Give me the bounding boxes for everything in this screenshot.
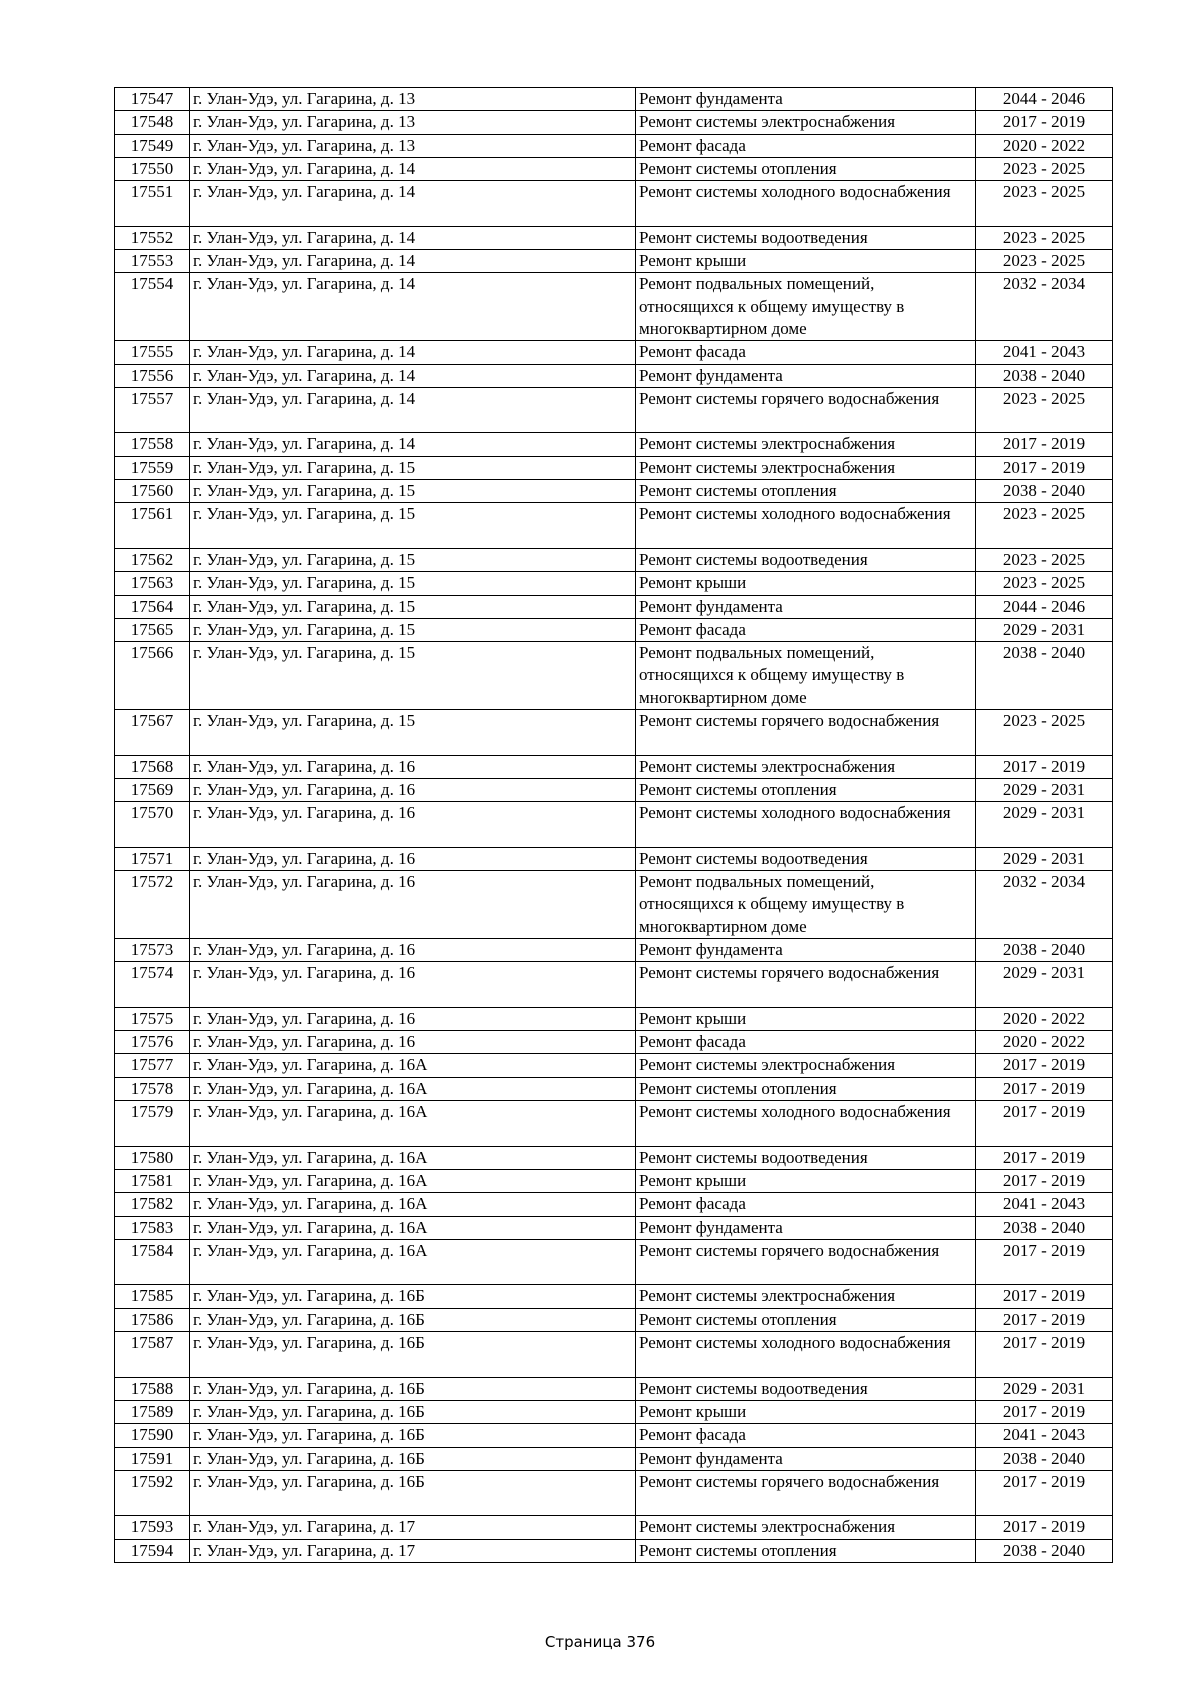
row-number-cell: 17568 (115, 755, 190, 778)
row-number-cell: 17553 (115, 250, 190, 273)
period-cell: 2017 - 2019 (976, 755, 1113, 778)
work-type-cell: Ремонт системы электроснабжения (636, 1285, 976, 1308)
address-cell: г. Улан-Удэ, ул. Гагарина, д. 14 (190, 226, 636, 249)
address-cell: г. Улан-Удэ, ул. Гагарина, д. 16А (190, 1101, 636, 1147)
row-number-cell: 17582 (115, 1193, 190, 1216)
row-number-cell: 17558 (115, 433, 190, 456)
row-number-cell: 17561 (115, 503, 190, 549)
period-cell: 2041 - 2043 (976, 341, 1113, 364)
table-row (115, 1007, 1113, 1030)
row-number-cell: 17552 (115, 226, 190, 249)
period-cell: 2017 - 2019 (976, 1285, 1113, 1308)
address-cell: г. Улан-Удэ, ул. Гагарина, д. 16Б (190, 1424, 636, 1447)
period-cell: 2023 - 2025 (976, 157, 1113, 180)
work-type-cell: Ремонт системы водоотведения (636, 1146, 976, 1169)
table-row (115, 273, 1113, 341)
address-cell: г. Улан-Удэ, ул. Гагарина, д. 17 (190, 1539, 636, 1562)
period-cell: 2023 - 2025 (976, 548, 1113, 571)
work-type-cell: Ремонт фундамента (636, 595, 976, 618)
table-row (115, 1424, 1113, 1447)
work-type-cell: Ремонт системы горячего водоснабжения (636, 962, 976, 1008)
address-cell: г. Улан-Удэ, ул. Гагарина, д. 16А (190, 1077, 636, 1100)
table-row (115, 480, 1113, 503)
address-cell: г. Улан-Удэ, ул. Гагарина, д. 14 (190, 387, 636, 433)
address-cell: г. Улан-Удэ, ул. Гагарина, д. 15 (190, 595, 636, 618)
table-row (115, 847, 1113, 870)
table-row (115, 710, 1113, 756)
work-type-cell: Ремонт крыши (636, 250, 976, 273)
period-cell: 2017 - 2019 (976, 1470, 1113, 1516)
row-number-cell: 17549 (115, 134, 190, 157)
period-cell: 2038 - 2040 (976, 1447, 1113, 1470)
address-cell: г. Улан-Удэ, ул. Гагарина, д. 15 (190, 642, 636, 710)
work-type-cell: Ремонт системы отопления (636, 1077, 976, 1100)
period-cell: 2038 - 2040 (976, 938, 1113, 961)
address-cell: г. Улан-Удэ, ул. Гагарина, д. 16Б (190, 1332, 636, 1378)
row-number-cell: 17567 (115, 710, 190, 756)
row-number-cell: 17564 (115, 595, 190, 618)
address-cell: г. Улан-Удэ, ул. Гагарина, д. 14 (190, 250, 636, 273)
row-number-cell: 17575 (115, 1007, 190, 1030)
work-type-cell: Ремонт фасада (636, 1193, 976, 1216)
address-cell: г. Улан-Удэ, ул. Гагарина, д. 16А (190, 1239, 636, 1285)
address-cell: г. Улан-Удэ, ул. Гагарина, д. 16 (190, 802, 636, 848)
table-row (115, 1101, 1113, 1147)
table-row (115, 1516, 1113, 1539)
row-number-cell: 17570 (115, 802, 190, 848)
table-row (115, 1054, 1113, 1077)
table-row (115, 226, 1113, 249)
address-cell: г. Улан-Удэ, ул. Гагарина, д. 14 (190, 157, 636, 180)
row-number-cell: 17584 (115, 1239, 190, 1285)
row-number-cell: 17573 (115, 938, 190, 961)
work-type-cell: Ремонт системы горячего водоснабжения (636, 1470, 976, 1516)
row-number-cell: 17577 (115, 1054, 190, 1077)
table-row (115, 1077, 1113, 1100)
period-cell: 2032 - 2034 (976, 871, 1113, 939)
address-cell: г. Улан-Удэ, ул. Гагарина, д. 16А (190, 1146, 636, 1169)
table-row (115, 157, 1113, 180)
table-row (115, 755, 1113, 778)
work-type-cell: Ремонт крыши (636, 1169, 976, 1192)
row-number-cell: 17589 (115, 1400, 190, 1423)
work-type-cell: Ремонт системы горячего водоснабжения (636, 710, 976, 756)
period-cell: 2023 - 2025 (976, 250, 1113, 273)
address-cell: г. Улан-Удэ, ул. Гагарина, д. 16 (190, 778, 636, 801)
row-number-cell: 17547 (115, 88, 190, 111)
work-type-cell: Ремонт фундамента (636, 1447, 976, 1470)
table-row (115, 1377, 1113, 1400)
address-cell: г. Улан-Удэ, ул. Гагарина, д. 16А (190, 1193, 636, 1216)
work-type-cell: Ремонт системы отопления (636, 778, 976, 801)
period-cell: 2038 - 2040 (976, 480, 1113, 503)
table-row (115, 871, 1113, 939)
row-number-cell: 17588 (115, 1377, 190, 1400)
table-row (115, 1193, 1113, 1216)
address-cell: г. Улан-Удэ, ул. Гагарина, д. 15 (190, 618, 636, 641)
address-cell: г. Улан-Удэ, ул. Гагарина, д. 15 (190, 503, 636, 549)
period-cell: 2029 - 2031 (976, 802, 1113, 848)
work-type-cell: Ремонт системы отопления (636, 1308, 976, 1331)
table-row (115, 938, 1113, 961)
period-cell: 2038 - 2040 (976, 364, 1113, 387)
row-number-cell: 17580 (115, 1146, 190, 1169)
row-number-cell: 17566 (115, 642, 190, 710)
address-cell: г. Улан-Удэ, ул. Гагарина, д. 16 (190, 847, 636, 870)
address-cell: г. Улан-Удэ, ул. Гагарина, д. 14 (190, 341, 636, 364)
period-cell: 2029 - 2031 (976, 847, 1113, 870)
row-number-cell: 17574 (115, 962, 190, 1008)
period-cell: 2041 - 2043 (976, 1193, 1113, 1216)
work-type-cell: Ремонт фундамента (636, 88, 976, 111)
work-type-cell: Ремонт системы горячего водоснабжения (636, 387, 976, 433)
row-number-cell: 17585 (115, 1285, 190, 1308)
table-row (115, 1169, 1113, 1192)
row-number-cell: 17560 (115, 480, 190, 503)
work-type-cell: Ремонт системы электроснабжения (636, 1516, 976, 1539)
work-type-cell: Ремонт системы холодного водоснабжения (636, 802, 976, 848)
address-cell: г. Улан-Удэ, ул. Гагарина, д. 14 (190, 364, 636, 387)
period-cell: 2020 - 2022 (976, 1007, 1113, 1030)
address-cell: г. Улан-Удэ, ул. Гагарина, д. 16Б (190, 1308, 636, 1331)
period-cell: 2017 - 2019 (976, 1146, 1113, 1169)
address-cell: г. Улан-Удэ, ул. Гагарина, д. 14 (190, 433, 636, 456)
address-cell: г. Улан-Удэ, ул. Гагарина, д. 16А (190, 1169, 636, 1192)
period-cell: 2038 - 2040 (976, 1539, 1113, 1562)
table-row (115, 134, 1113, 157)
work-type-cell: Ремонт системы электроснабжения (636, 433, 976, 456)
period-cell: 2023 - 2025 (976, 226, 1113, 249)
table-row (115, 456, 1113, 479)
work-type-cell: Ремонт подвальных помещений, относящихся к общему имуществу в многоквартирном доме (636, 642, 976, 710)
row-number-cell: 17593 (115, 1516, 190, 1539)
row-number-cell: 17556 (115, 364, 190, 387)
row-number-cell: 17562 (115, 548, 190, 571)
period-cell: 2023 - 2025 (976, 572, 1113, 595)
period-cell: 2017 - 2019 (976, 1332, 1113, 1378)
work-type-cell: Ремонт системы холодного водоснабжения (636, 181, 976, 227)
work-type-cell: Ремонт крыши (636, 1400, 976, 1423)
table-row (115, 548, 1113, 571)
period-cell: 2023 - 2025 (976, 503, 1113, 549)
period-cell: 2041 - 2043 (976, 1424, 1113, 1447)
work-type-cell: Ремонт фундамента (636, 1216, 976, 1239)
table-row (115, 1470, 1113, 1516)
table-row (115, 1332, 1113, 1378)
address-cell: г. Улан-Удэ, ул. Гагарина, д. 16Б (190, 1470, 636, 1516)
table-row (115, 618, 1113, 641)
work-type-cell: Ремонт системы водоотведения (636, 548, 976, 571)
work-type-cell: Ремонт фасада (636, 341, 976, 364)
work-type-cell: Ремонт фундамента (636, 364, 976, 387)
work-type-cell: Ремонт системы холодного водоснабжения (636, 1101, 976, 1147)
table-row (115, 1031, 1113, 1054)
row-number-cell: 17579 (115, 1101, 190, 1147)
address-cell: г. Улан-Удэ, ул. Гагарина, д. 16А (190, 1054, 636, 1077)
period-cell: 2023 - 2025 (976, 710, 1113, 756)
address-cell: г. Улан-Удэ, ул. Гагарина, д. 13 (190, 134, 636, 157)
repair-schedule-table (114, 87, 1113, 1563)
work-type-cell: Ремонт системы электроснабжения (636, 1054, 976, 1077)
period-cell: 2017 - 2019 (976, 433, 1113, 456)
row-number-cell: 17578 (115, 1077, 190, 1100)
table-row (115, 1447, 1113, 1470)
address-cell: г. Улан-Удэ, ул. Гагарина, д. 15 (190, 710, 636, 756)
work-type-cell: Ремонт системы холодного водоснабжения (636, 1332, 976, 1378)
row-number-cell: 17591 (115, 1447, 190, 1470)
work-type-cell: Ремонт системы водоотведения (636, 1377, 976, 1400)
work-type-cell: Ремонт системы холодного водоснабжения (636, 503, 976, 549)
row-number-cell: 17594 (115, 1539, 190, 1562)
period-cell: 2023 - 2025 (976, 181, 1113, 227)
row-number-cell: 17563 (115, 572, 190, 595)
table-row (115, 364, 1113, 387)
period-cell: 2032 - 2034 (976, 273, 1113, 341)
table-row (115, 642, 1113, 710)
row-number-cell: 17581 (115, 1169, 190, 1192)
work-type-cell: Ремонт фасада (636, 618, 976, 641)
table-row (115, 341, 1113, 364)
table-row (115, 181, 1113, 227)
period-cell: 2023 - 2025 (976, 387, 1113, 433)
row-number-cell: 17592 (115, 1470, 190, 1516)
work-type-cell: Ремонт системы электроснабжения (636, 755, 976, 778)
address-cell: г. Улан-Удэ, ул. Гагарина, д. 16Б (190, 1285, 636, 1308)
row-number-cell: 17572 (115, 871, 190, 939)
address-cell: г. Улан-Удэ, ул. Гагарина, д. 16 (190, 1007, 636, 1030)
table-row (115, 962, 1113, 1008)
work-type-cell: Ремонт подвальных помещений, относящихся к общему имуществу в многоквартирном доме (636, 871, 976, 939)
address-cell: г. Улан-Удэ, ул. Гагарина, д. 15 (190, 548, 636, 571)
period-cell: 2017 - 2019 (976, 1169, 1113, 1192)
table-row (115, 1308, 1113, 1331)
address-cell: г. Улан-Удэ, ул. Гагарина, д. 14 (190, 181, 636, 227)
period-cell: 2017 - 2019 (976, 456, 1113, 479)
address-cell: г. Улан-Удэ, ул. Гагарина, д. 17 (190, 1516, 636, 1539)
period-cell: 2029 - 2031 (976, 1377, 1113, 1400)
work-type-cell: Ремонт системы водоотведения (636, 847, 976, 870)
work-type-cell: Ремонт системы отопления (636, 157, 976, 180)
address-cell: г. Улан-Удэ, ул. Гагарина, д. 13 (190, 111, 636, 134)
period-cell: 2020 - 2022 (976, 1031, 1113, 1054)
work-type-cell: Ремонт системы электроснабжения (636, 111, 976, 134)
table-body (115, 88, 1113, 1563)
period-cell: 2017 - 2019 (976, 1239, 1113, 1285)
period-cell: 2017 - 2019 (976, 1516, 1113, 1539)
address-cell: г. Улан-Удэ, ул. Гагарина, д. 15 (190, 456, 636, 479)
row-number-cell: 17576 (115, 1031, 190, 1054)
table-row (115, 1400, 1113, 1423)
period-cell: 2017 - 2019 (976, 1054, 1113, 1077)
row-number-cell: 17548 (115, 111, 190, 134)
work-type-cell: Ремонт системы электроснабжения (636, 456, 976, 479)
page-number: Страница 376 (544, 1633, 656, 1651)
table-row (115, 1239, 1113, 1285)
work-type-cell: Ремонт системы горячего водоснабжения (636, 1239, 976, 1285)
address-cell: г. Улан-Удэ, ул. Гагарина, д. 16 (190, 962, 636, 1008)
row-number-cell: 17551 (115, 181, 190, 227)
table-row (115, 1146, 1113, 1169)
work-type-cell: Ремонт фасада (636, 134, 976, 157)
address-cell: г. Улан-Удэ, ул. Гагарина, д. 16Б (190, 1400, 636, 1423)
table-row (115, 387, 1113, 433)
work-type-cell: Ремонт фундамента (636, 938, 976, 961)
address-cell: г. Улан-Удэ, ул. Гагарина, д. 16 (190, 871, 636, 939)
work-type-cell: Ремонт крыши (636, 572, 976, 595)
period-cell: 2017 - 2019 (976, 111, 1113, 134)
table-row (115, 1539, 1113, 1562)
table-row (115, 572, 1113, 595)
address-cell: г. Улан-Удэ, ул. Гагарина, д. 15 (190, 572, 636, 595)
row-number-cell: 17565 (115, 618, 190, 641)
period-cell: 2017 - 2019 (976, 1077, 1113, 1100)
work-type-cell: Ремонт системы отопления (636, 1539, 976, 1562)
period-cell: 2020 - 2022 (976, 134, 1113, 157)
period-cell: 2044 - 2046 (976, 88, 1113, 111)
table-row (115, 1285, 1113, 1308)
table-row (115, 595, 1113, 618)
address-cell: г. Улан-Удэ, ул. Гагарина, д. 16 (190, 1031, 636, 1054)
work-type-cell: Ремонт системы отопления (636, 480, 976, 503)
table-row (115, 433, 1113, 456)
address-cell: г. Улан-Удэ, ул. Гагарина, д. 16 (190, 938, 636, 961)
row-number-cell: 17583 (115, 1216, 190, 1239)
period-cell: 2029 - 2031 (976, 962, 1113, 1008)
table-row (115, 111, 1113, 134)
work-type-cell: Ремонт подвальных помещений, относящихся к общему имуществу в многоквартирном доме (636, 273, 976, 341)
work-type-cell: Ремонт системы водоотведения (636, 226, 976, 249)
row-number-cell: 17587 (115, 1332, 190, 1378)
table-row (115, 802, 1113, 848)
address-cell: г. Улан-Удэ, ул. Гагарина, д. 15 (190, 480, 636, 503)
row-number-cell: 17569 (115, 778, 190, 801)
row-number-cell: 17550 (115, 157, 190, 180)
period-cell: 2017 - 2019 (976, 1101, 1113, 1147)
table-row (115, 1216, 1113, 1239)
row-number-cell: 17586 (115, 1308, 190, 1331)
period-cell: 2038 - 2040 (976, 642, 1113, 710)
work-type-cell: Ремонт крыши (636, 1007, 976, 1030)
row-number-cell: 17554 (115, 273, 190, 341)
address-cell: г. Улан-Удэ, ул. Гагарина, д. 16Б (190, 1447, 636, 1470)
table-row (115, 503, 1113, 549)
row-number-cell: 17590 (115, 1424, 190, 1447)
period-cell: 2029 - 2031 (976, 778, 1113, 801)
table-row (115, 778, 1113, 801)
period-cell: 2029 - 2031 (976, 618, 1113, 641)
row-number-cell: 17555 (115, 341, 190, 364)
table-row (115, 88, 1113, 111)
address-cell: г. Улан-Удэ, ул. Гагарина, д. 16 (190, 755, 636, 778)
address-cell: г. Улан-Удэ, ул. Гагарина, д. 14 (190, 273, 636, 341)
address-cell: г. Улан-Удэ, ул. Гагарина, д. 13 (190, 88, 636, 111)
work-type-cell: Ремонт фасада (636, 1424, 976, 1447)
row-number-cell: 17557 (115, 387, 190, 433)
period-cell: 2038 - 2040 (976, 1216, 1113, 1239)
work-type-cell: Ремонт фасада (636, 1031, 976, 1054)
row-number-cell: 17559 (115, 456, 190, 479)
period-cell: 2017 - 2019 (976, 1400, 1113, 1423)
address-cell: г. Улан-Удэ, ул. Гагарина, д. 16А (190, 1216, 636, 1239)
row-number-cell: 17571 (115, 847, 190, 870)
period-cell: 2044 - 2046 (976, 595, 1113, 618)
address-cell: г. Улан-Удэ, ул. Гагарина, д. 16Б (190, 1377, 636, 1400)
period-cell: 2017 - 2019 (976, 1308, 1113, 1331)
table-row (115, 250, 1113, 273)
